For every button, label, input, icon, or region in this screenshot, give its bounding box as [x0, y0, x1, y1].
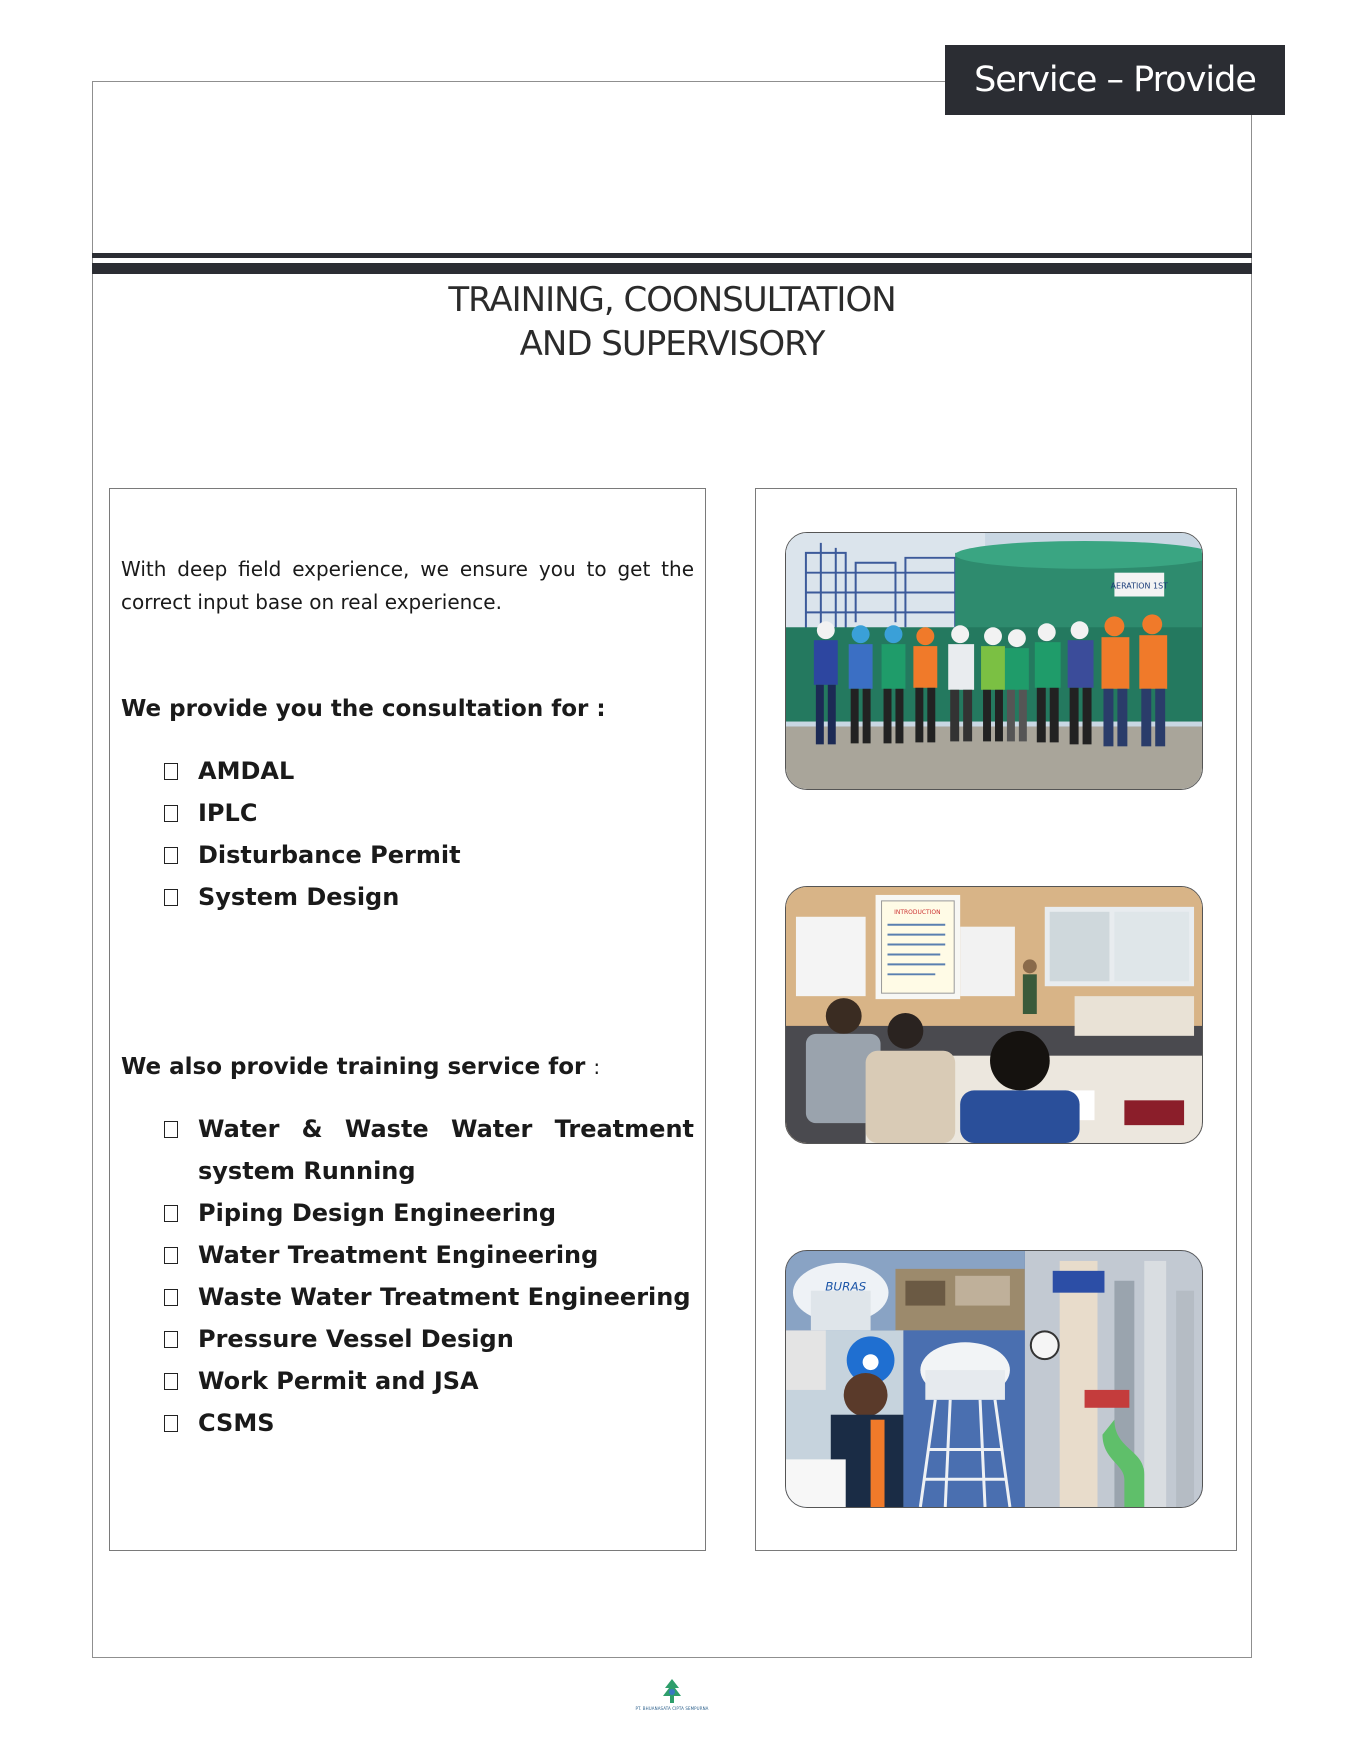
section-tab	[945, 45, 1285, 115]
page-title-line-1: TRAINING, COONSULTATION	[448, 280, 896, 320]
list-item: Disturbance Permit	[162, 834, 694, 876]
list-item: CSMS	[162, 1402, 694, 1444]
list-item: Piping Design Engineering	[162, 1192, 694, 1234]
checkbox-icon	[164, 1205, 178, 1222]
training-heading-colon: :	[593, 1055, 601, 1079]
training-list	[162, 1108, 694, 1444]
checkbox-icon	[164, 1415, 178, 1432]
checkbox-icon	[164, 889, 178, 906]
section-tab-label: Service – Provide	[974, 60, 1256, 100]
classroom-illustration	[786, 887, 1202, 1143]
header-rule-thick	[92, 263, 1252, 274]
list-item: Waste Water Treatment Engineering	[162, 1276, 694, 1318]
intro-paragraph: With deep field experience, we ensure you to get the correct input base on real experience.	[121, 557, 694, 614]
list-item: Work Permit and JSA	[162, 1360, 694, 1402]
list-item: Pressure Vessel Design	[162, 1318, 694, 1360]
checkbox-icon	[164, 1373, 178, 1390]
list-item: AMDAL	[162, 750, 694, 792]
site-sign-text: AERATION 1ST	[1110, 581, 1168, 591]
tank-label-text: BURAS	[825, 1279, 867, 1294]
training-heading-text: We also provide training service for	[121, 1054, 586, 1080]
site-team-illustration	[786, 533, 1202, 789]
list-item: Water & Waste Water Treatment system Running	[162, 1108, 694, 1192]
utilities-collage-illustration	[786, 1251, 1202, 1507]
checkbox-icon	[164, 1289, 178, 1306]
photo-site-team	[785, 532, 1203, 790]
page-title	[92, 278, 1252, 366]
consultation-list	[162, 750, 694, 918]
company-logo-icon	[660, 1678, 684, 1706]
list-item: Water Treatment Engineering	[162, 1234, 694, 1276]
photo-utilities-collage	[785, 1250, 1203, 1508]
checkbox-icon	[164, 1247, 178, 1264]
checkbox-icon	[164, 1121, 178, 1138]
company-caption: PT. BHUANASATA CIPTA SEMPURNA	[635, 1706, 709, 1711]
slide-title-text: INTRODUCTION	[894, 908, 941, 916]
checkbox-icon	[164, 1331, 178, 1348]
page-title-line-2: AND SUPERVISORY	[519, 324, 825, 364]
consultation-heading: We provide you the consultation for :	[121, 696, 606, 722]
checkbox-icon	[164, 763, 178, 780]
list-item: System Design	[162, 876, 694, 918]
photo-classroom	[785, 886, 1203, 1144]
checkbox-icon	[164, 805, 178, 822]
footer-logo	[630, 1678, 714, 1711]
list-item: IPLC	[162, 792, 694, 834]
header-rule-thin	[92, 253, 1252, 258]
checkbox-icon	[164, 847, 178, 864]
training-heading	[121, 1052, 600, 1082]
